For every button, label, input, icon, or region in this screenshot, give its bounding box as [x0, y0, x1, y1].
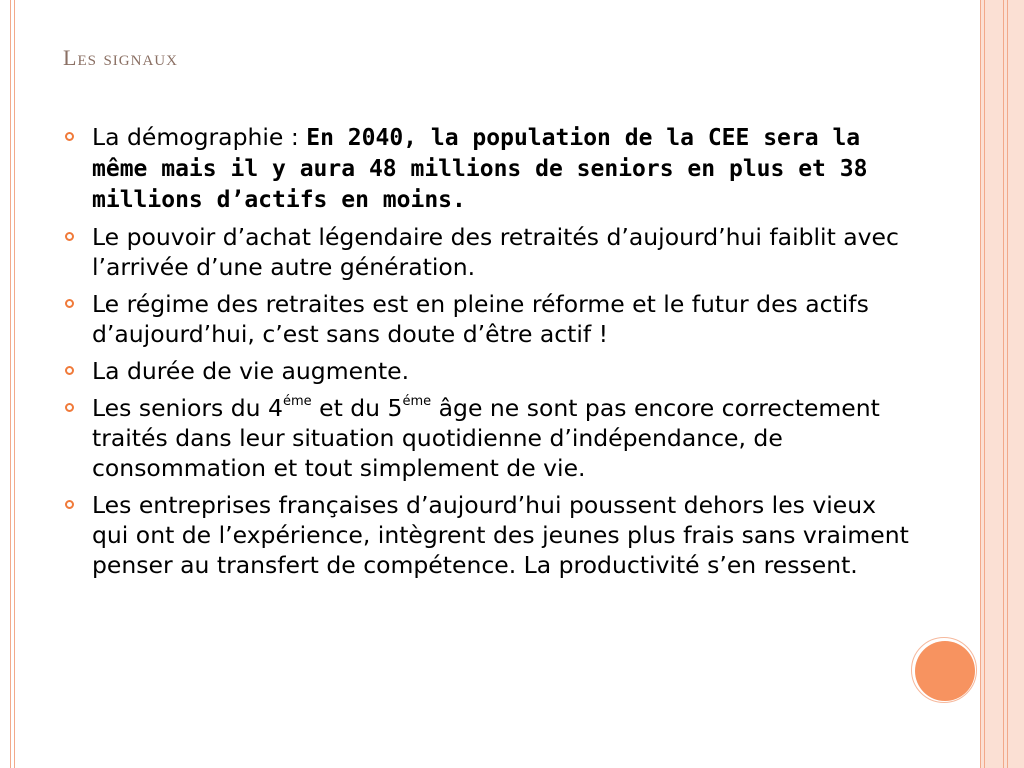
left-border-line-inner — [14, 0, 15, 768]
bullet-text-part3: âge ne sont pas encore correctement traités dans leur situation quotidienne d’indépendance, de consommation et tout simplement de vie. — [92, 394, 880, 482]
bullet-circle-icon — [65, 403, 74, 412]
right-decorative-panel — [980, 0, 1024, 768]
bullet-text-part1: Les seniors du 4 — [92, 394, 283, 422]
bullet-intro-text: La démographie : — [92, 123, 307, 151]
bullet-list — [62, 122, 917, 587]
right-border-line-2 — [984, 0, 985, 768]
bullet-text: La durée de vie augmente. — [92, 357, 410, 385]
bullet-text: Les entreprises françaises d’aujourd’hui poussent dehors les vieux qui ont de l’expérience, intègrent des jeunes plus frais sans vraiment penser au transfert de compétence. La productivité s’en ressent. — [92, 491, 909, 579]
superscript-ordinal: éme — [282, 394, 312, 410]
right-border-line-4 — [1007, 0, 1008, 768]
bullet-item-duree-vie — [62, 356, 917, 386]
bullet-circle-icon — [65, 132, 74, 141]
bullet-item-entreprises — [62, 490, 917, 580]
bullet-circle-icon — [65, 232, 74, 241]
bullet-item-regime-retraites — [62, 289, 917, 349]
bullet-item-seniors — [62, 393, 917, 483]
decorative-orange-circle — [915, 641, 975, 701]
bullet-bold-text: En 2040, la population de la CEE sera la même mais il y aura 48 millions de seniors en plus et 38 millions d’actifs en moins. — [92, 125, 868, 213]
superscript-ordinal: éme — [402, 394, 432, 410]
bullet-text: Le régime des retraites est en pleine réforme et le futur des actifs d’aujourd’hui, c’est sans doute d’être actif ! — [92, 290, 869, 348]
bullet-circle-icon — [65, 500, 74, 509]
left-border-line-outer — [10, 0, 11, 768]
bullet-circle-icon — [65, 366, 74, 375]
bullet-text-part2: et du 5 — [311, 394, 403, 422]
right-border-line-3 — [1003, 0, 1004, 768]
right-border-line-1 — [980, 0, 981, 768]
bullet-item-demographie — [62, 122, 917, 215]
bullet-item-pouvoir-achat — [62, 222, 917, 282]
bullet-text: Le pouvoir d’achat légendaire des retraités d’aujourd’hui faiblit avec l’arrivée d’une autre génération. — [92, 223, 899, 281]
bullet-circle-icon — [65, 299, 74, 308]
slide-title: Les signaux — [63, 45, 178, 70]
